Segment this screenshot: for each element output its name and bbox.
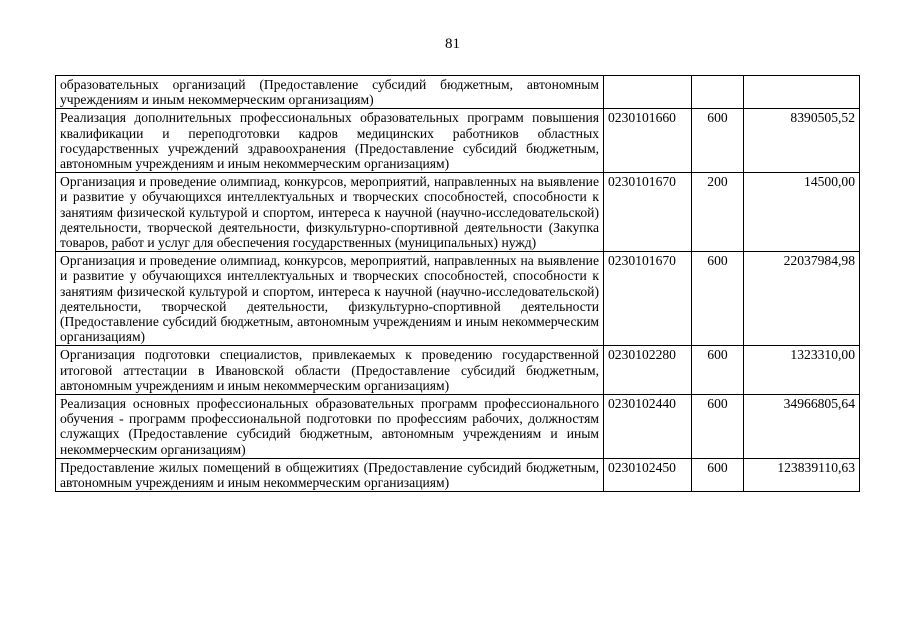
row-description: Реализация дополнительных профессиональных образовательных программ повышения квалификации и переподготовки кадров медицинских работников областных государственных учреждений здравоохранения (Предоставление субсидий бюджетным, автономным учреждениям и иным некоммерческим организациям) bbox=[56, 109, 604, 173]
row-expense-type bbox=[692, 76, 744, 109]
table-row bbox=[56, 76, 860, 109]
row-amount: 34966805,64 bbox=[744, 395, 860, 459]
row-target-code: 0230102440 bbox=[604, 395, 692, 459]
row-description: Организация и проведение олимпиад, конкурсов, мероприятий, направленных на выявление и развитие у обучающихся интеллектуальных и творческих способностей, способности к занятиям физической культурой и спортом, интереса к научной (научно-исследовательской) деятельности, творческой деятельности, физкультурно-спортивной деятельности (Предоставление субсидий бюджетным, автономным учреждениям и иным некоммерческим организациям) bbox=[56, 252, 604, 346]
row-target-code: 0230102280 bbox=[604, 346, 692, 395]
row-expense-type: 600 bbox=[692, 395, 744, 459]
row-target-code: 0230101660 bbox=[604, 109, 692, 173]
table-row bbox=[56, 252, 860, 346]
table-row bbox=[56, 346, 860, 395]
table-row bbox=[56, 458, 860, 491]
table-row bbox=[56, 173, 860, 252]
row-description: Предоставление жилых помещений в общежитиях (Предоставление субсидий бюджетным, автономным учреждениям и иным некоммерческим организациям) bbox=[56, 458, 604, 491]
row-amount: 8390505,52 bbox=[744, 109, 860, 173]
row-expense-type: 600 bbox=[692, 109, 744, 173]
row-description: Реализация основных профессиональных образовательных программ профессионального обучения - программ профессиональной подготовки по профессиям рабочих, должностям служащих (Предоставление субсидий бюджетным, автономным учреждениям и иным некоммерческим организациям) bbox=[56, 395, 604, 459]
row-description: Организация подготовки специалистов, привлекаемых к проведению государственной итоговой аттестации в Ивановской области (Предоставление субсидий бюджетным, автономным учреждениям и иным некоммерческим организациям) bbox=[56, 346, 604, 395]
row-amount: 123839110,63 bbox=[744, 458, 860, 491]
row-expense-type: 200 bbox=[692, 173, 744, 252]
row-amount: 22037984,98 bbox=[744, 252, 860, 346]
row-expense-type: 600 bbox=[692, 458, 744, 491]
row-amount: 14500,00 bbox=[744, 173, 860, 252]
row-target-code bbox=[604, 76, 692, 109]
row-expense-type: 600 bbox=[692, 346, 744, 395]
budget-table bbox=[55, 75, 860, 492]
row-description: образовательных организаций (Предоставление субсидий бюджетным, автономным учреждениям и иным некоммерческим организациям) bbox=[56, 76, 604, 109]
row-target-code: 0230101670 bbox=[604, 252, 692, 346]
row-target-code: 0230101670 bbox=[604, 173, 692, 252]
row-description: Организация и проведение олимпиад, конкурсов, мероприятий, направленных на выявление и развитие у обучающихся интеллектуальных и творческих способностей, способности к занятиям физической культурой и спортом, интереса к научной (научно-исследовательской) деятельности, творческой деятельности, физкультурно-спортивной деятельности (Закупка товаров, работ и услуг для обеспечения государственных (муниципальных) нужд) bbox=[56, 173, 604, 252]
table-row bbox=[56, 395, 860, 459]
row-expense-type: 600 bbox=[692, 252, 744, 346]
row-amount: 1323310,00 bbox=[744, 346, 860, 395]
row-target-code: 0230102450 bbox=[604, 458, 692, 491]
row-amount bbox=[744, 76, 860, 109]
page-number: 81 bbox=[445, 36, 460, 52]
table-row bbox=[56, 109, 860, 173]
